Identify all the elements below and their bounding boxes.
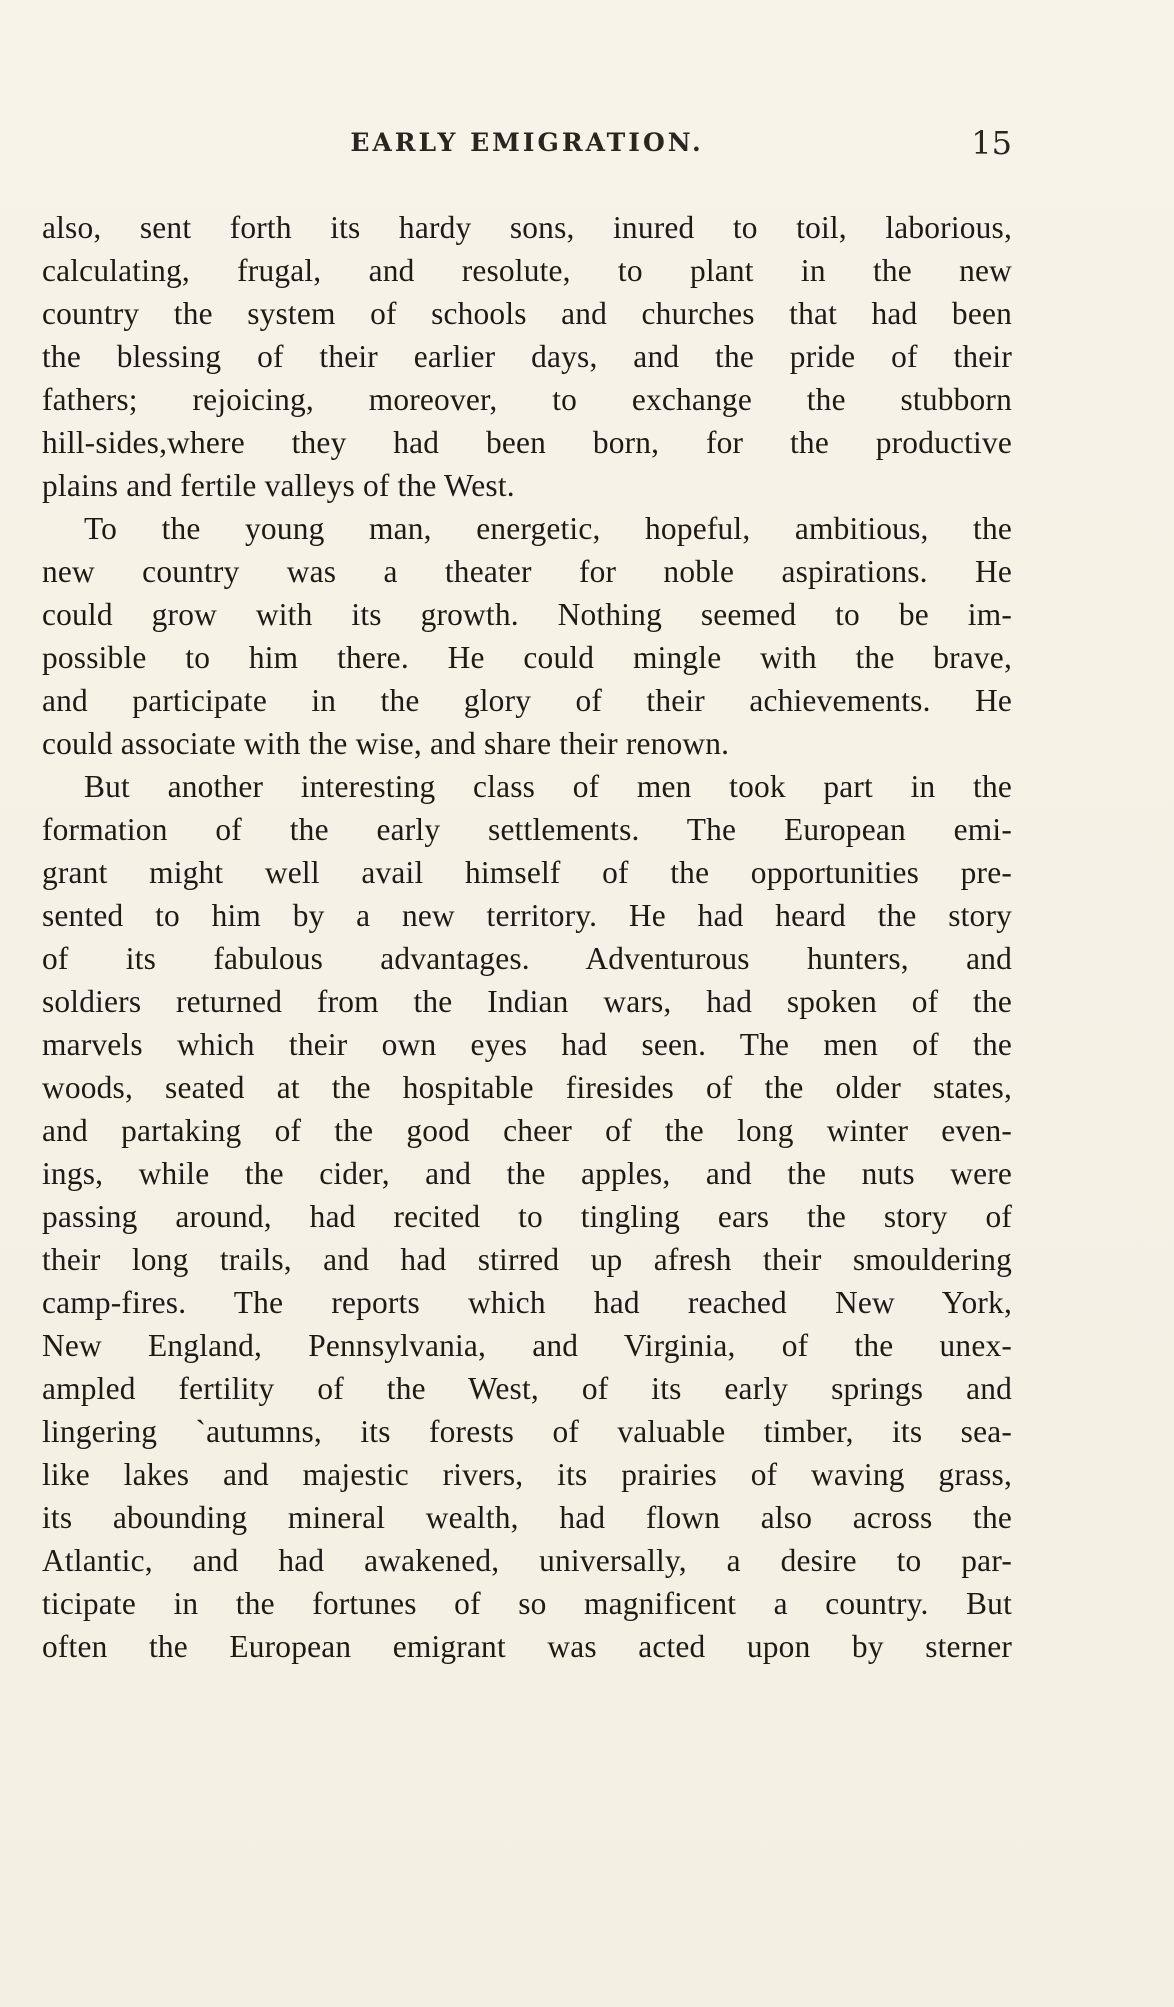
text-line: their long trails, and had stirred up afresh their smouldering: [42, 1242, 1012, 1277]
text-line: formation of the early settlements. The European emi-: [42, 812, 1012, 847]
text-line: grant might well avail himself of the opportunities pre-: [42, 855, 1012, 890]
running-head: EARLY EMIGRATION.: [350, 128, 704, 157]
text-line: of its fabulous advantages. Adventurous hunters, and: [42, 941, 1012, 976]
text-line: sented to him by a new territory. He had heard the story: [42, 898, 1012, 933]
text-line: ticipate in the fortunes of so magnificent a country. But: [42, 1586, 1012, 1621]
text-line: New England, Pennsylvania, and Virginia, of the unex-: [42, 1328, 1012, 1363]
text-line: fathers; rejoicing, moreover, to exchange the stubborn: [42, 382, 1012, 417]
page-header: [42, 124, 1012, 168]
text-line: and partaking of the good cheer of the long winter even-: [42, 1113, 1012, 1148]
text-line: hill-sides,where they had been born, for the productive: [42, 425, 1012, 460]
text-line: new country was a theater for noble aspirations. He: [42, 554, 1012, 589]
text-line: could grow with its growth. Nothing seemed to be im-: [42, 597, 1012, 632]
text-line: soldiers returned from the Indian wars, had spoken of the: [42, 984, 1012, 1019]
body-text: [42, 206, 1012, 1668]
text-line: also, sent forth its hardy sons, inured to toil, laborious,: [42, 210, 1012, 245]
paragraph-start-line: But another interesting class of men took part in the: [84, 769, 1012, 804]
text-line: Atlantic, and had awakened, universally, a desire to par-: [42, 1543, 1012, 1578]
text-line: could associate with the wise, and share their renown.: [42, 726, 730, 761]
text-line: the blessing of their earlier days, and the pride of their: [42, 339, 1012, 374]
text-line: woods, seated at the hospitable firesides of the older states,: [42, 1070, 1012, 1105]
text-line: plains and fertile valleys of the West.: [42, 468, 515, 503]
text-line: its abounding mineral wealth, had flown also across the: [42, 1500, 1012, 1535]
text-line: ampled fertility of the West, of its early springs and: [42, 1371, 1012, 1406]
text-line: often the European emigrant was acted upon by sterner: [42, 1629, 1012, 1664]
text-line: and participate in the glory of their achievements. He: [42, 683, 1012, 718]
text-line: ings, while the cider, and the apples, and the nuts were: [42, 1156, 1012, 1191]
text-line: country the system of schools and churches that had been: [42, 296, 1012, 331]
paragraph-start-line: To the young man, energetic, hopeful, ambitious, the: [84, 511, 1012, 546]
text-line: lingering `autumns, its forests of valuable timber, its sea-: [42, 1414, 1012, 1449]
text-line: passing around, had recited to tingling ears the story of: [42, 1199, 1012, 1234]
text-line: marvels which their own eyes had seen. The men of the: [42, 1027, 1012, 1062]
text-line: like lakes and majestic rivers, its prairies of waving grass,: [42, 1457, 1012, 1492]
text-line: possible to him there. He could mingle with the brave,: [42, 640, 1012, 675]
page-number: 15: [971, 124, 1012, 162]
text-line: calculating, frugal, and resolute, to plant in the new: [42, 253, 1012, 288]
text-line: camp-fires. The reports which had reached New York,: [42, 1285, 1012, 1320]
